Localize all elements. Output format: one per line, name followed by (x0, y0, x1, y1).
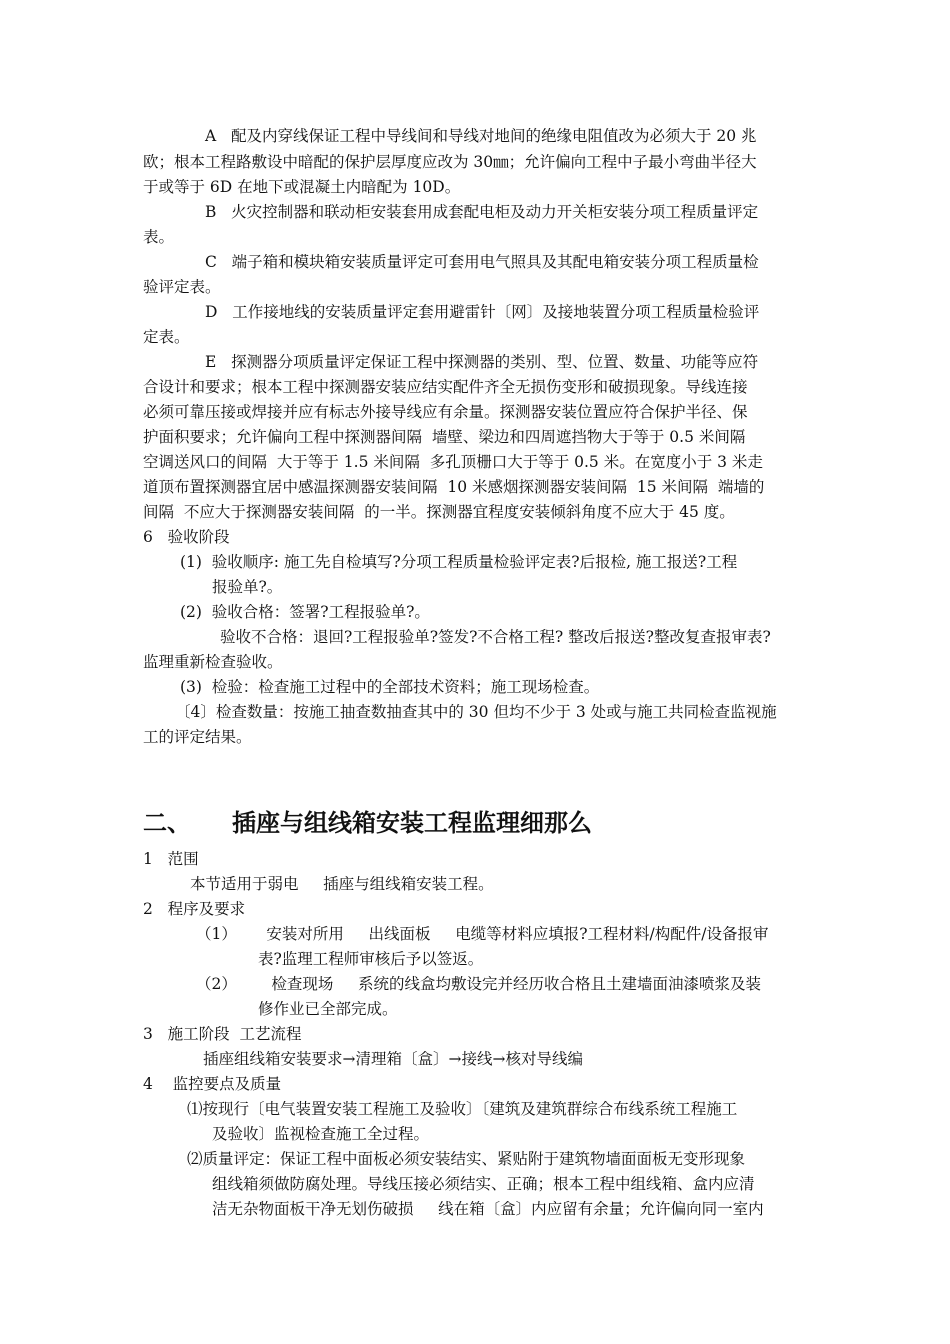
section-a-line-2: 欧；根本工程路敷设中暗配的保护层厚度应改为 30㎜；允许偏向工程中子最小弯曲半径大 (143, 153, 757, 171)
section-e-line-2: 合设计和要求；根本工程中探测器安装应结实配件齐全无损伤变形和破损现象。导线连接 (143, 378, 748, 396)
p2-s4-title: 4 监控要点及质量 (143, 1075, 282, 1093)
section-e-line-5: 空调送风口的间隔 大于等于 1.5 米间隔 多孔顶栅口大于等于 0.5 米。在宽度小于 3 米走 (143, 453, 763, 471)
stage6-item-3: (3) 检验：检查施工过程中的全部技术资料；施工现场检查。 (180, 678, 600, 696)
section-e-line-3: 必须可靠压接或焊接并应有标志外接导线应有余量。探测器安装位置应符合保护半径、保 (143, 403, 748, 421)
p2-s1-title: 1 范围 (143, 850, 199, 868)
p2-s2-title: 2 程序及要求 (143, 900, 246, 918)
stage6-item-2a: (2) 验收合格：签署?工程报验单?。 (180, 603, 430, 621)
stage6-item-2c: 监理重新检查验收。 (143, 653, 283, 671)
p2-s4-item1a: ⑴按现行〔电气装置安装工程施工及验收〕〔建筑及建筑群综合布线系统工程施工 (187, 1100, 738, 1118)
section-d-line-2: 定表。 (143, 328, 190, 346)
section-e-line-7: 间隔 不应大于探测器安装间隔 的一半。探测器宜程度安装倾斜角度不应大于 45 度。 (143, 503, 735, 521)
p2-s4-item2c: 洁无杂物面板干净无划伤破损 线在箱〔盒〕内应留有余量；允许偏向同一室内 (212, 1200, 764, 1218)
stage6-item-2b: 验收不合格：退回?工程报验单?签发?不合格工程? 整改后报送?整改复查报审表? (220, 628, 771, 646)
section-e-line-6: 道顶布置探测器宜居中感温探测器安装间隔 10 米感烟探测器安装间隔 15 米间隔 端墙的 (143, 478, 765, 496)
p2-s4-item2a: ⑵质量评定：保证工程中面板必须安装结实、紧贴附于建筑物墙面面板无变形现象 (187, 1150, 746, 1168)
section-c-line-1: C 端子箱和模块箱安装质量评定可套用电气照具及其配电箱安装分项工程质量检 (205, 253, 759, 271)
section-d-line-1: D 工作接地线的安装质量评定套用避雷针〔网〕及接地装置分项工程质量检验评 (205, 303, 760, 321)
p2-s2-item1a: （1） 安装对所用 出线面板 电缆等材料应填报?工程材料/构配件/设备报审 (196, 925, 769, 943)
p2-s2-item2a: （2） 检查现场 系统的线盒均敷设完并经历收合格且土建墙面油漆喷浆及装 (196, 975, 761, 993)
p2-s2-item2b: 修作业已全部完成。 (258, 1000, 398, 1018)
heading-title: 插座与组线箱安装工程监理细那么 (232, 809, 592, 837)
stage6-item-1a: (1) 验收顺序: 施工先自检填写?分项工程质量检验评定表?后报检, 施工报送?工程 (180, 553, 738, 571)
section-b-line-2: 表。 (143, 228, 175, 246)
section-e-line-1: E 探测器分项质量评定保证工程中探测器的类别、型、位置、数量、功能等应符 (205, 353, 759, 371)
p2-s4-item2b: 组线箱须做防腐处理。导线压接必须结实、正确；根本工程中组线箱、盒内应清 (212, 1175, 755, 1193)
p2-s3-title: 3 施工阶段 工艺流程 (143, 1025, 302, 1043)
section-e-line-4: 护面积要求；允许偏向工程中探测器间隔 墙壁、梁边和四周遮挡物大于等于 0.5 米间隔 (143, 428, 746, 446)
p2-s4-item1b: 及验收〕监视检查施工全过程。 (212, 1125, 430, 1143)
section-c-line-2: 验评定表。 (143, 278, 221, 296)
p2-s1-text: 本节适用于弱电 插座与组线箱安装工程。 (190, 875, 494, 893)
p2-s3-text: 插座组线箱安装要求→清理箱〔盒〕→接线→核对导线编 (203, 1050, 583, 1068)
section-b-line-1: B 火灾控制器和联动柜安装套用成套配电柜及动力开关柜安装分项工程质量评定 (205, 203, 759, 221)
stage6-item-4a: 〔4〕检查数量：按施工抽查数抽查其中的 30 但均不少于 3 处或与施工共同检查监视施 (175, 703, 777, 721)
heading-number: 二、 (143, 809, 191, 837)
section-a-line-1: A 配及内穿线保证工程中导线间和导线对地间的绝缘电阻值改为必须大于 20 兆 (205, 127, 757, 145)
p2-s2-item1b: 表?监理工程师审核后予以签返。 (258, 950, 484, 968)
stage6-title: 6 验收阶段 (143, 528, 230, 546)
section-a-line-3: 于或等于 6D 在地下或混凝土内暗配为 10D。 (143, 178, 461, 196)
stage6-item-1b: 报验单?。 (212, 578, 283, 596)
stage6-item-4b: 工的评定结果。 (143, 728, 252, 746)
